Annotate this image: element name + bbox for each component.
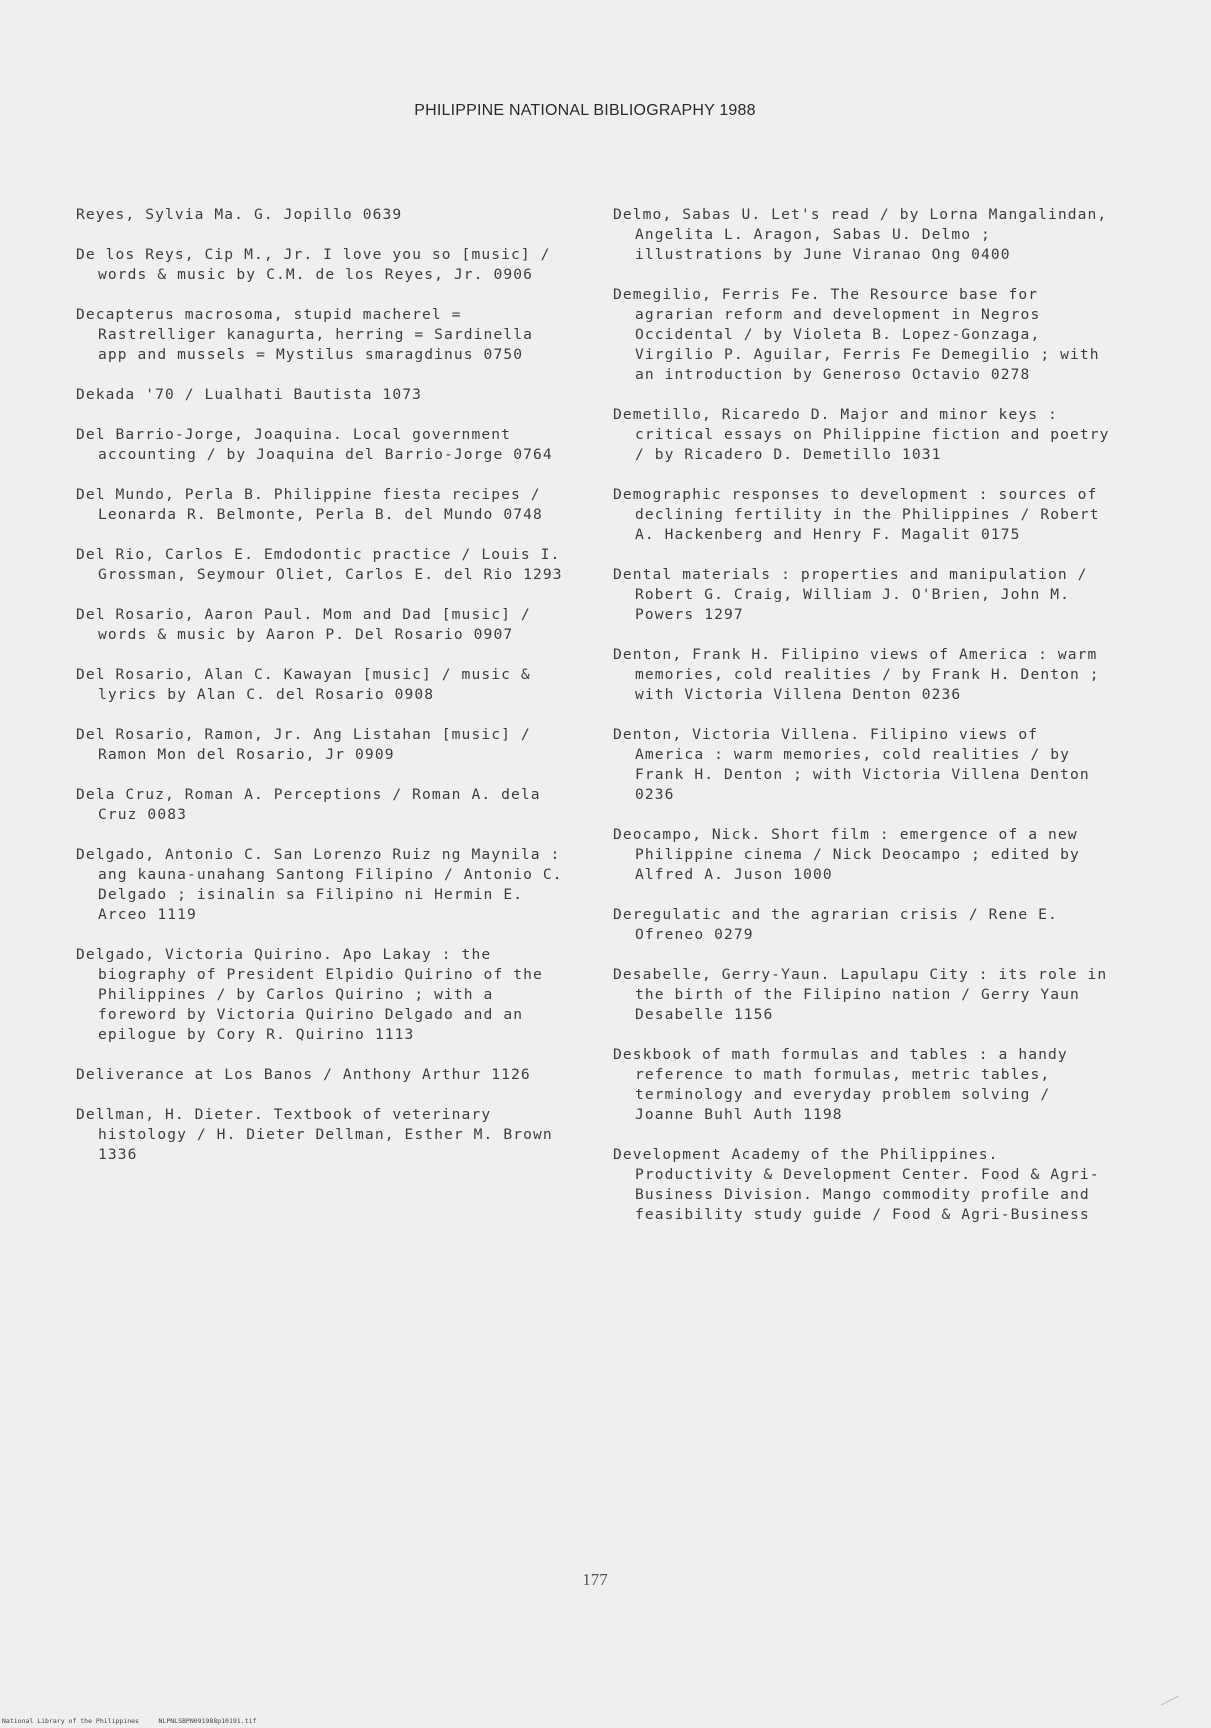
bibliography-entry: Demetillo, Ricaredo D. Major and minor keys : critical essays on Philippine fiction and poetry / by Ricadero D. Demetillo 1031 — [613, 406, 1110, 463]
bibliography-entry: Decapterus macrosoma, stupid macherel = Rastrelliger kanagurta, herring = Sardinella app and mussels = Mystilus smaragdinus 0750 — [76, 306, 533, 363]
bibliography-entry: Demegilio, Ferris Fe. The Resource base for agrarian reform and development in Negros Occidental / by Violeta B. Lopez-Gonzaga, Virgilio P. Aguilar, Ferris Fe Demegilio ; with an introduction by Generoso Octavio 0278 — [613, 286, 1100, 383]
bibliography-entry: Deskbook of math formulas and tables : a handy reference to math formulas, metric tables, terminology and everyday problem solving / Joanne Buhl Auth 1198 — [613, 1046, 1068, 1123]
bibliography-entry: Del Rosario, Alan C. Kawayan [music] / music & lyrics by Alan C. del Rosario 0908 — [76, 666, 531, 703]
bibliography-entry: Demographic responses to development : sources of declining fertility in the Philippines / Robert A. Hackenberg and Henry F. Magalit 0175 — [613, 486, 1100, 543]
bibliography-entry: Delmo, Sabas U. Let's read / by Lorna Mangalindan, Angelita L. Aragon, Sabas U. Delmo ; illustrations by June Viranao Ong 0400 — [613, 206, 1108, 263]
bibliography-entry: Del Rosario, Aaron Paul. Mom and Dad [music] / words & music by Aaron P. Del Rosario 0907 — [76, 606, 531, 643]
bibliography-entry: Delgado, Antonio C. San Lorenzo Ruiz ng Maynila : ang kauna-unahang Santong Filipino / Antonio C. Delgado ; isinalin sa Filipino ni Hermin E. Arceo 1119 — [76, 846, 563, 923]
scan-footer-label: National Library of the Philippines NLPNLSBPN091988p10191.tif — [2, 1717, 257, 1725]
bibliography-entry: Desabelle, Gerry-Yaun. Lapulapu City : its role in the birth of the Filipino nation / Gerry Yaun Desabelle 1156 — [613, 966, 1108, 1023]
bibliography-column-left — [76, 205, 566, 1185]
scan-artifact-mark — [1161, 1695, 1179, 1705]
bibliography-entry: Dellman, H. Dieter. Textbook of veterinary histology / H. Dieter Dellman, Esther M. Brown 1336 — [76, 1106, 553, 1163]
bibliography-entry: Denton, Frank H. Filipino views of America : warm memories, cold realities / by Frank H. Denton ; with Victoria Villena Denton 0236 — [613, 646, 1100, 703]
bibliography-entry: Deliverance at Los Banos / Anthony Arthur 1126 — [76, 1066, 531, 1083]
bibliography-entry: Deregulatic and the agrarian crisis / Rene E. Ofreneo 0279 — [613, 906, 1058, 943]
bibliography-column-right — [613, 205, 1113, 1245]
page-title: PHILIPPINE NATIONAL BIBLIOGRAPHY 1988 — [414, 102, 756, 119]
bibliography-entry: Delgado, Victoria Quirino. Apo Lakay : the biography of President Elpidio Quirino of the Philippines / by Carlos Quirino ; with a foreword by Victoria Quirino Delgado and an epilogue by Cory R. Quirino 1113 — [76, 946, 543, 1043]
bibliography-entry: Dela Cruz, Roman A. Perceptions / Roman A. dela Cruz 0083 — [76, 786, 541, 823]
bibliography-entry: Del Mundo, Perla B. Philippine fiesta recipes / Leonarda R. Belmonte, Perla B. del Mundo 0748 — [76, 486, 543, 523]
bibliography-entry: Denton, Victoria Villena. Filipino views of America : warm memories, cold realities / by Frank H. Denton ; with Victoria Villena Denton 0236 — [613, 726, 1090, 803]
bibliography-entry: Dekada '70 / Lualhati Bautista 1073 — [76, 386, 423, 403]
bibliography-entry: Dental materials : properties and manipulation / Robert G. Craig, William J. O'Brien, John M. Powers 1297 — [613, 566, 1088, 623]
bibliography-entry: Del Rosario, Ramon, Jr. Ang Listahan [music] / Ramon Mon del Rosario, Jr 0909 — [76, 726, 531, 763]
bibliography-entry: Development Academy of the Philippines. Productivity & Development Center. Food & Agri-Business Division. Mango commodity profile and feasibility study guide / Food & Agri-Business — [613, 1146, 1100, 1223]
bibliography-entry: Del Barrio-Jorge, Joaquina. Local government accounting / by Joaquina del Barrio-Jorge 0764 — [76, 426, 553, 463]
bibliography-entry: De los Reys, Cip M., Jr. I love you so [music] / words & music by C.M. de los Reyes, Jr. 0906 — [76, 246, 551, 283]
page-number: 177 — [582, 1570, 608, 1589]
bibliography-entry: Deocampo, Nick. Short film : emergence of a new Philippine cinema / Nick Deocampo ; edited by Alfred A. Juson 1000 — [613, 826, 1080, 883]
bibliography-entry: Del Rio, Carlos E. Emdodontic practice / Louis I. Grossman, Seymour Oliet, Carlos E. del Rio 1293 — [76, 546, 563, 583]
bibliography-entry: Reyes, Sylvia Ma. G. Jopillo 0639 — [76, 206, 403, 223]
